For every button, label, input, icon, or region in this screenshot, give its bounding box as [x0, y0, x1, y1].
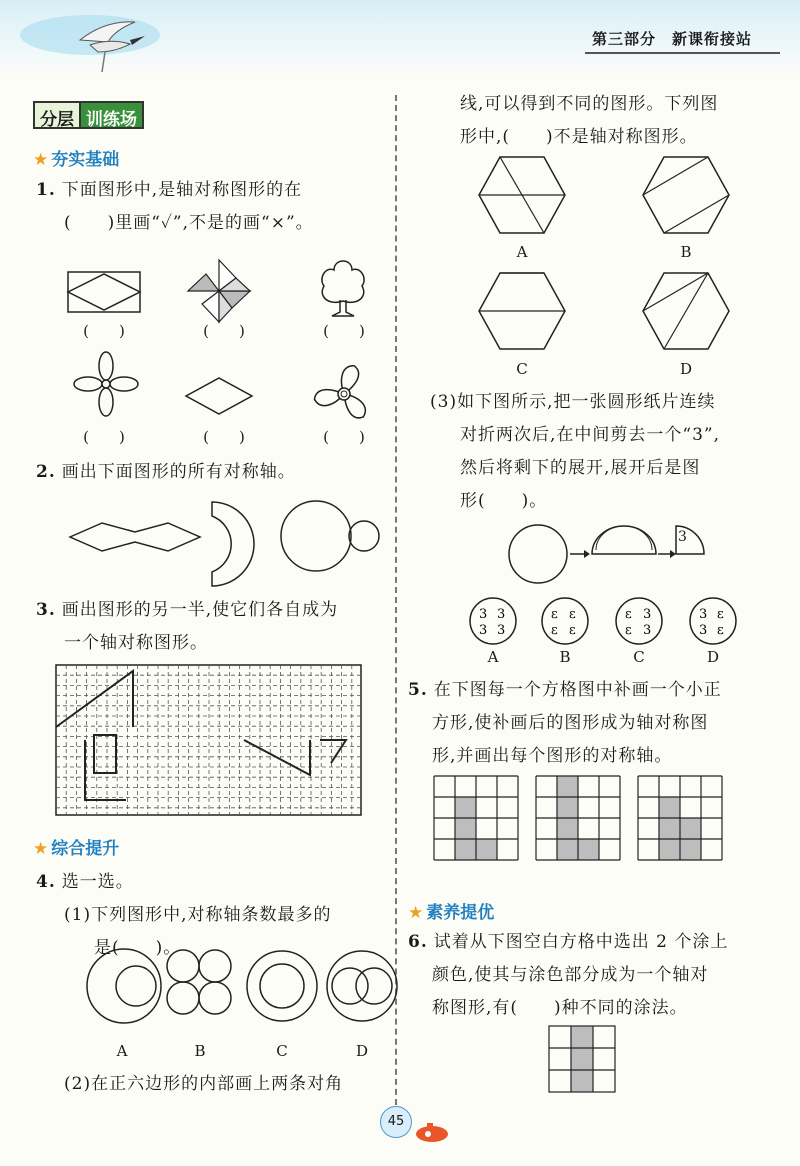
figure-pinwheel: [186, 258, 252, 324]
hexagon-b: [642, 156, 730, 234]
q2-text: 2. 画出下面图形的所有对称轴。: [36, 462, 296, 482]
hexagon-a: [478, 156, 566, 234]
svg-text:3: 3: [479, 623, 488, 638]
q4-p3-line4: 形( )。: [460, 491, 548, 511]
unfold-option-d: [688, 596, 738, 646]
option-label-a: A: [116, 1042, 128, 1060]
q5-grid-3: [638, 776, 722, 860]
answer-blank[interactable]: ( ): [323, 428, 365, 446]
fold-cut-three: 3: [678, 529, 687, 545]
option-label-d: D: [355, 1042, 369, 1060]
svg-text:ε: ε: [569, 607, 576, 622]
q4-p2-line1: (2)在正六边形的内部画上两条对角: [64, 1074, 344, 1094]
option-a-circles: [84, 946, 164, 1026]
q6-line2: 颜色,使其与涂色部分成为一个轴对: [432, 965, 709, 985]
hexagon-c: [478, 272, 566, 350]
answer-blank[interactable]: ( ): [203, 322, 245, 340]
fold-sequence: [508, 522, 728, 592]
q4-p1-line2: 是( )。: [94, 938, 182, 958]
star-icon: ★: [33, 839, 49, 859]
badge-part2: 训练场: [81, 101, 144, 129]
figure-tree: [318, 256, 368, 318]
svg-text:ε: ε: [551, 607, 558, 622]
svg-text:3: 3: [643, 607, 652, 622]
q5-line2: 方形,使补画后的图形成为轴对称图: [432, 713, 709, 733]
q4-p1-line1: (1)下列图形中,对称轴条数最多的: [64, 905, 332, 925]
svg-text:ε: ε: [551, 623, 558, 638]
q6-line1: 6. 试着从下图空白方格中选出 2 个涂上: [408, 932, 729, 952]
unfold-label-a: A: [487, 648, 499, 666]
header-underline: [585, 52, 780, 54]
option-label-b: B: [194, 1042, 206, 1060]
unfold-option-c: [614, 596, 664, 646]
hex-label-d: D: [679, 360, 693, 378]
q5-grid-2: [536, 776, 620, 860]
q1-line2: ( )里画“✓”,不是的画“×”。: [64, 213, 314, 233]
figure-two-circles: [280, 498, 380, 578]
section-basic: ★ 夯实基础: [33, 150, 120, 170]
svg-text:ε: ε: [717, 607, 724, 622]
q6-grid: [549, 1026, 615, 1092]
unfold-option-b: [540, 596, 590, 646]
option-c-circles: [244, 948, 320, 1024]
option-b-circles: [165, 948, 235, 1018]
q4-p3-line1: (3)如下图所示,把一张圆形纸片连续: [430, 392, 716, 412]
q4-title: 4. 选一选。: [36, 872, 134, 892]
svg-text:3: 3: [479, 607, 488, 622]
training-badge: [33, 101, 144, 129]
figure-rect-rhombus: [68, 272, 140, 312]
badge-part1: 分层: [33, 101, 81, 129]
section-literacy: ★ 素养提优: [408, 903, 495, 923]
answer-blank[interactable]: ( ): [83, 322, 125, 340]
hexagon-d: [642, 272, 730, 350]
unfold-option-a: [468, 596, 518, 646]
figure-four-petal: [74, 352, 138, 416]
star-icon: ★: [408, 903, 424, 923]
option-d-circles: [324, 948, 400, 1024]
submarine-icon: [414, 1120, 450, 1144]
svg-text:3: 3: [497, 623, 506, 638]
q3-dashed-grid: [56, 665, 361, 815]
figure-crescent-arc: [208, 500, 248, 590]
svg-text:3: 3: [699, 607, 708, 622]
unfold-label-d: D: [706, 648, 720, 666]
unfold-label-b: B: [559, 648, 571, 666]
seagull-illustration: [20, 0, 180, 78]
hex-label-a: A: [516, 243, 528, 261]
svg-text:ε: ε: [569, 623, 576, 638]
figure-double-rhombus: [70, 522, 200, 552]
figure-fan: [312, 362, 376, 426]
svg-text:ε: ε: [625, 623, 632, 638]
hex-label-c: C: [516, 360, 528, 378]
page-number: 45: [380, 1106, 412, 1138]
q4-p3-line3: 然后将剩下的展开,展开后是图: [460, 458, 701, 478]
figure-rhombus: [186, 378, 252, 414]
q5-line1: 5. 在下图每一个方格图中补画一个小正: [408, 680, 722, 700]
svg-text:3: 3: [497, 607, 506, 622]
header-section-label: 第三部分 新课衔接站: [591, 30, 752, 48]
unfold-label-c: C: [633, 648, 645, 666]
star-icon: ★: [33, 150, 49, 170]
q1-line1: 1. 下面图形中,是轴对称图形的在: [36, 180, 303, 200]
answer-blank[interactable]: ( ): [203, 428, 245, 446]
q5-grid-1: [434, 776, 518, 860]
q3-line2: 一个轴对称图形。: [64, 633, 208, 653]
hex-label-b: B: [680, 243, 692, 261]
svg-text:3: 3: [699, 623, 708, 638]
q3-line1: 3. 画出图形的另一半,使它们各自成为: [36, 600, 339, 620]
q4-p3-line2: 对折两次后,在中间剪去一个“3”,: [460, 425, 721, 445]
answer-blank[interactable]: ( ): [323, 322, 365, 340]
section-comprehensive: ★ 综合提升: [33, 839, 120, 859]
svg-text:ε: ε: [625, 607, 632, 622]
svg-text:ε: ε: [717, 623, 724, 638]
q5-line3: 形,并画出每个图形的对称轴。: [432, 746, 673, 766]
answer-blank[interactable]: ( ): [83, 428, 125, 446]
q6-line3: 称图形,有( )种不同的涂法。: [432, 998, 688, 1018]
q4-p2-line2: 线,可以得到不同的图形。下列图: [460, 94, 719, 114]
option-label-c: C: [276, 1042, 288, 1060]
q4-p2-line3: 形中,( )不是轴对称图形。: [460, 127, 698, 147]
svg-text:3: 3: [643, 623, 652, 638]
